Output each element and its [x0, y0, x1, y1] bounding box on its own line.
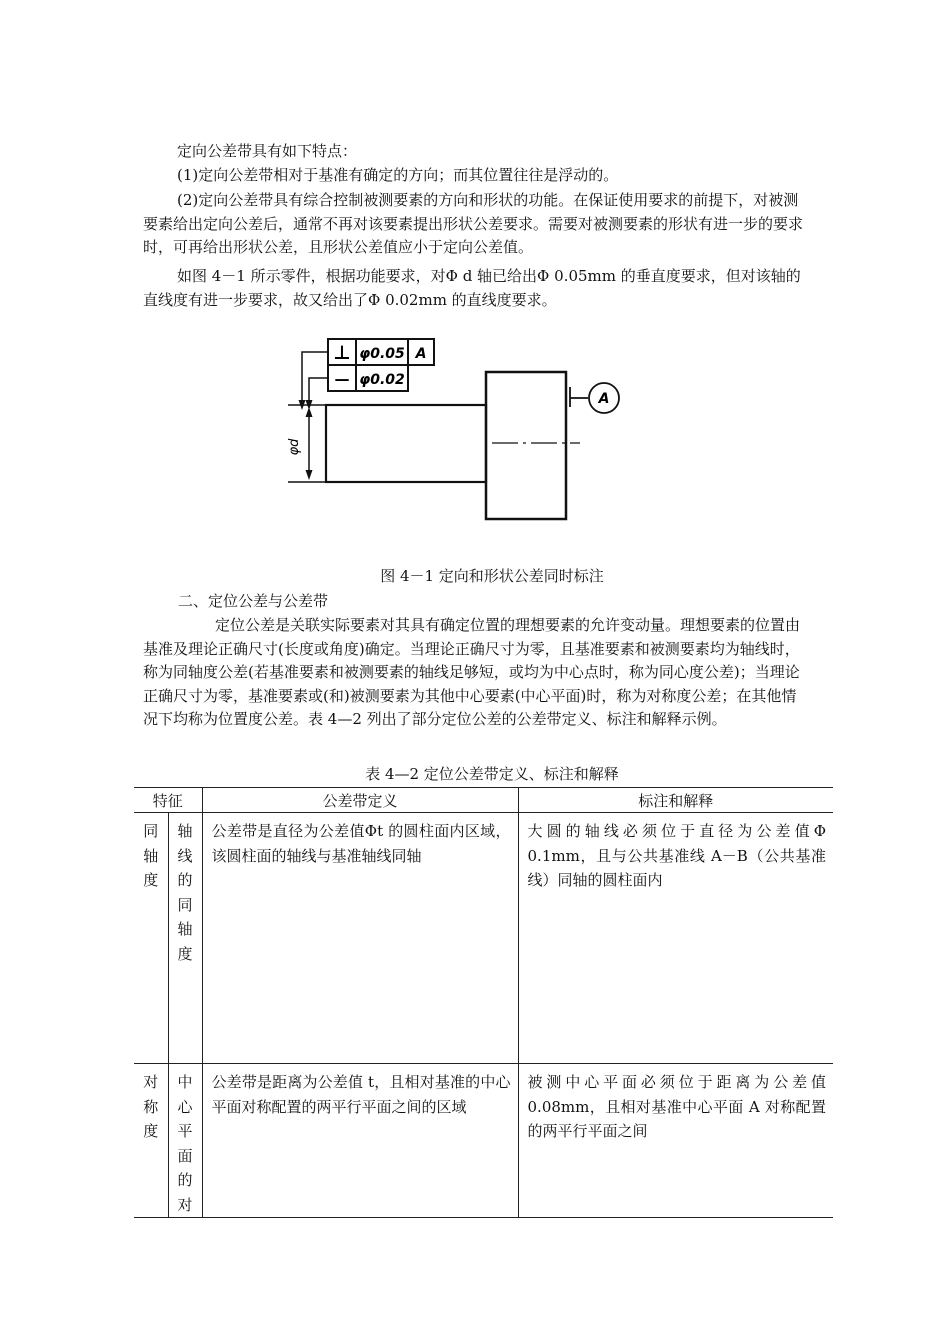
- perpendicularity-symbol: ⊥: [333, 342, 351, 364]
- part-drawing-figure: [280, 334, 640, 526]
- leader-line: [302, 352, 328, 404]
- diameter-label: φd: [287, 438, 302, 456]
- straightness-value: φ0.02: [359, 372, 405, 388]
- paragraph-2: (1)定向公差带相对于基准有确定的方向；而其位置往往是浮动的。: [177, 166, 619, 184]
- section-heading: 二、定位公差与公差带: [178, 592, 329, 610]
- row-definition: 公差带是距离为公差值 t，且相对基准的中心平面对称配置的两平行平面之间的区域: [211, 1073, 511, 1116]
- paragraph-3: (2)定向公差带具有综合控制被测要素的方向和形状的功能。在保证使用要求的前提下，对被测要素给出定向公差后，通常不再对该要素提出形状公差要求。需要对被测要素的形状有进一步的要求时，可再给出形状公差，且形状公差值应小于定向公差值。: [143, 191, 804, 256]
- figure-caption: 图 4－1 定向和形状公差同时标注: [380, 567, 604, 585]
- datum-label: A: [598, 391, 610, 407]
- row-feature: 轴线的同轴度: [177, 822, 193, 963]
- paragraph-4: 如图 4－1 所示零件，根据功能要求，对Φ d 轴已给出Φ 0.05mm 的垂直度要求，但对该轴的直线度有进一步要求，故又给出了Φ 0.02mm 的直线度要求。: [143, 267, 801, 309]
- row-type: 同轴度: [143, 822, 159, 889]
- shaft-outline: [326, 405, 486, 482]
- header-feature: 特征: [134, 788, 202, 813]
- row-definition: 公差带是直径为公差值Φt 的圆柱面内区域，该圆柱面的轴线与基准轴线同轴: [211, 822, 511, 865]
- cylinder-outline: [486, 372, 566, 519]
- straightness-symbol: —: [334, 370, 350, 388]
- row-feature: 中心平面的对: [177, 1073, 193, 1214]
- row-explanation: 大圆的轴线必须位于直径为公差值Φ 0.1mm，且与公共基准线 A－B（公共基准线）同轴的圆柱面内: [527, 822, 827, 889]
- row-type: 对称度: [143, 1073, 159, 1140]
- paragraph-1: 定向公差带具有如下特点：: [177, 142, 358, 160]
- header-explanation: 标注和解释: [518, 788, 833, 813]
- table-caption: 表 4—2 定位公差带定义、标注和解释: [365, 765, 619, 783]
- row-explanation: 被测中心平面必须位于距离为公差值 0.08mm，且相对基准中心平面 A 对称配置的两平行平面之间: [527, 1073, 827, 1140]
- table-row: [134, 813, 833, 1064]
- datum-symbol: [570, 383, 619, 413]
- header-definition: 公差带定义: [202, 788, 518, 813]
- section-paragraph: 定位公差是关联实际要素对其具有确定位置的理想要素的允许变动量。理想要素的位置由基准及理论正确尺寸(长度或角度)确定。当理论正确尺寸为零，且基准要素和被测要素均为轴线时，称为同轴度公差(若基准要素和被测要素的轴线足够短，或均为中心点时，称为同心度公差)；当理论正确尺寸为零，基准要素或(和)被测要素为其他中心要素(中心平面)时，称为对称度公差；在其他情况下均称为位置度公差。表 4—2 列出了部分定位公差的公差带定义、标注和解释示例。: [143, 616, 801, 728]
- perpendicularity-datum: A: [415, 346, 427, 362]
- perpendicularity-value: φ0.05: [359, 346, 405, 362]
- tolerance-table: [134, 787, 833, 1218]
- table-row: [134, 1064, 833, 1218]
